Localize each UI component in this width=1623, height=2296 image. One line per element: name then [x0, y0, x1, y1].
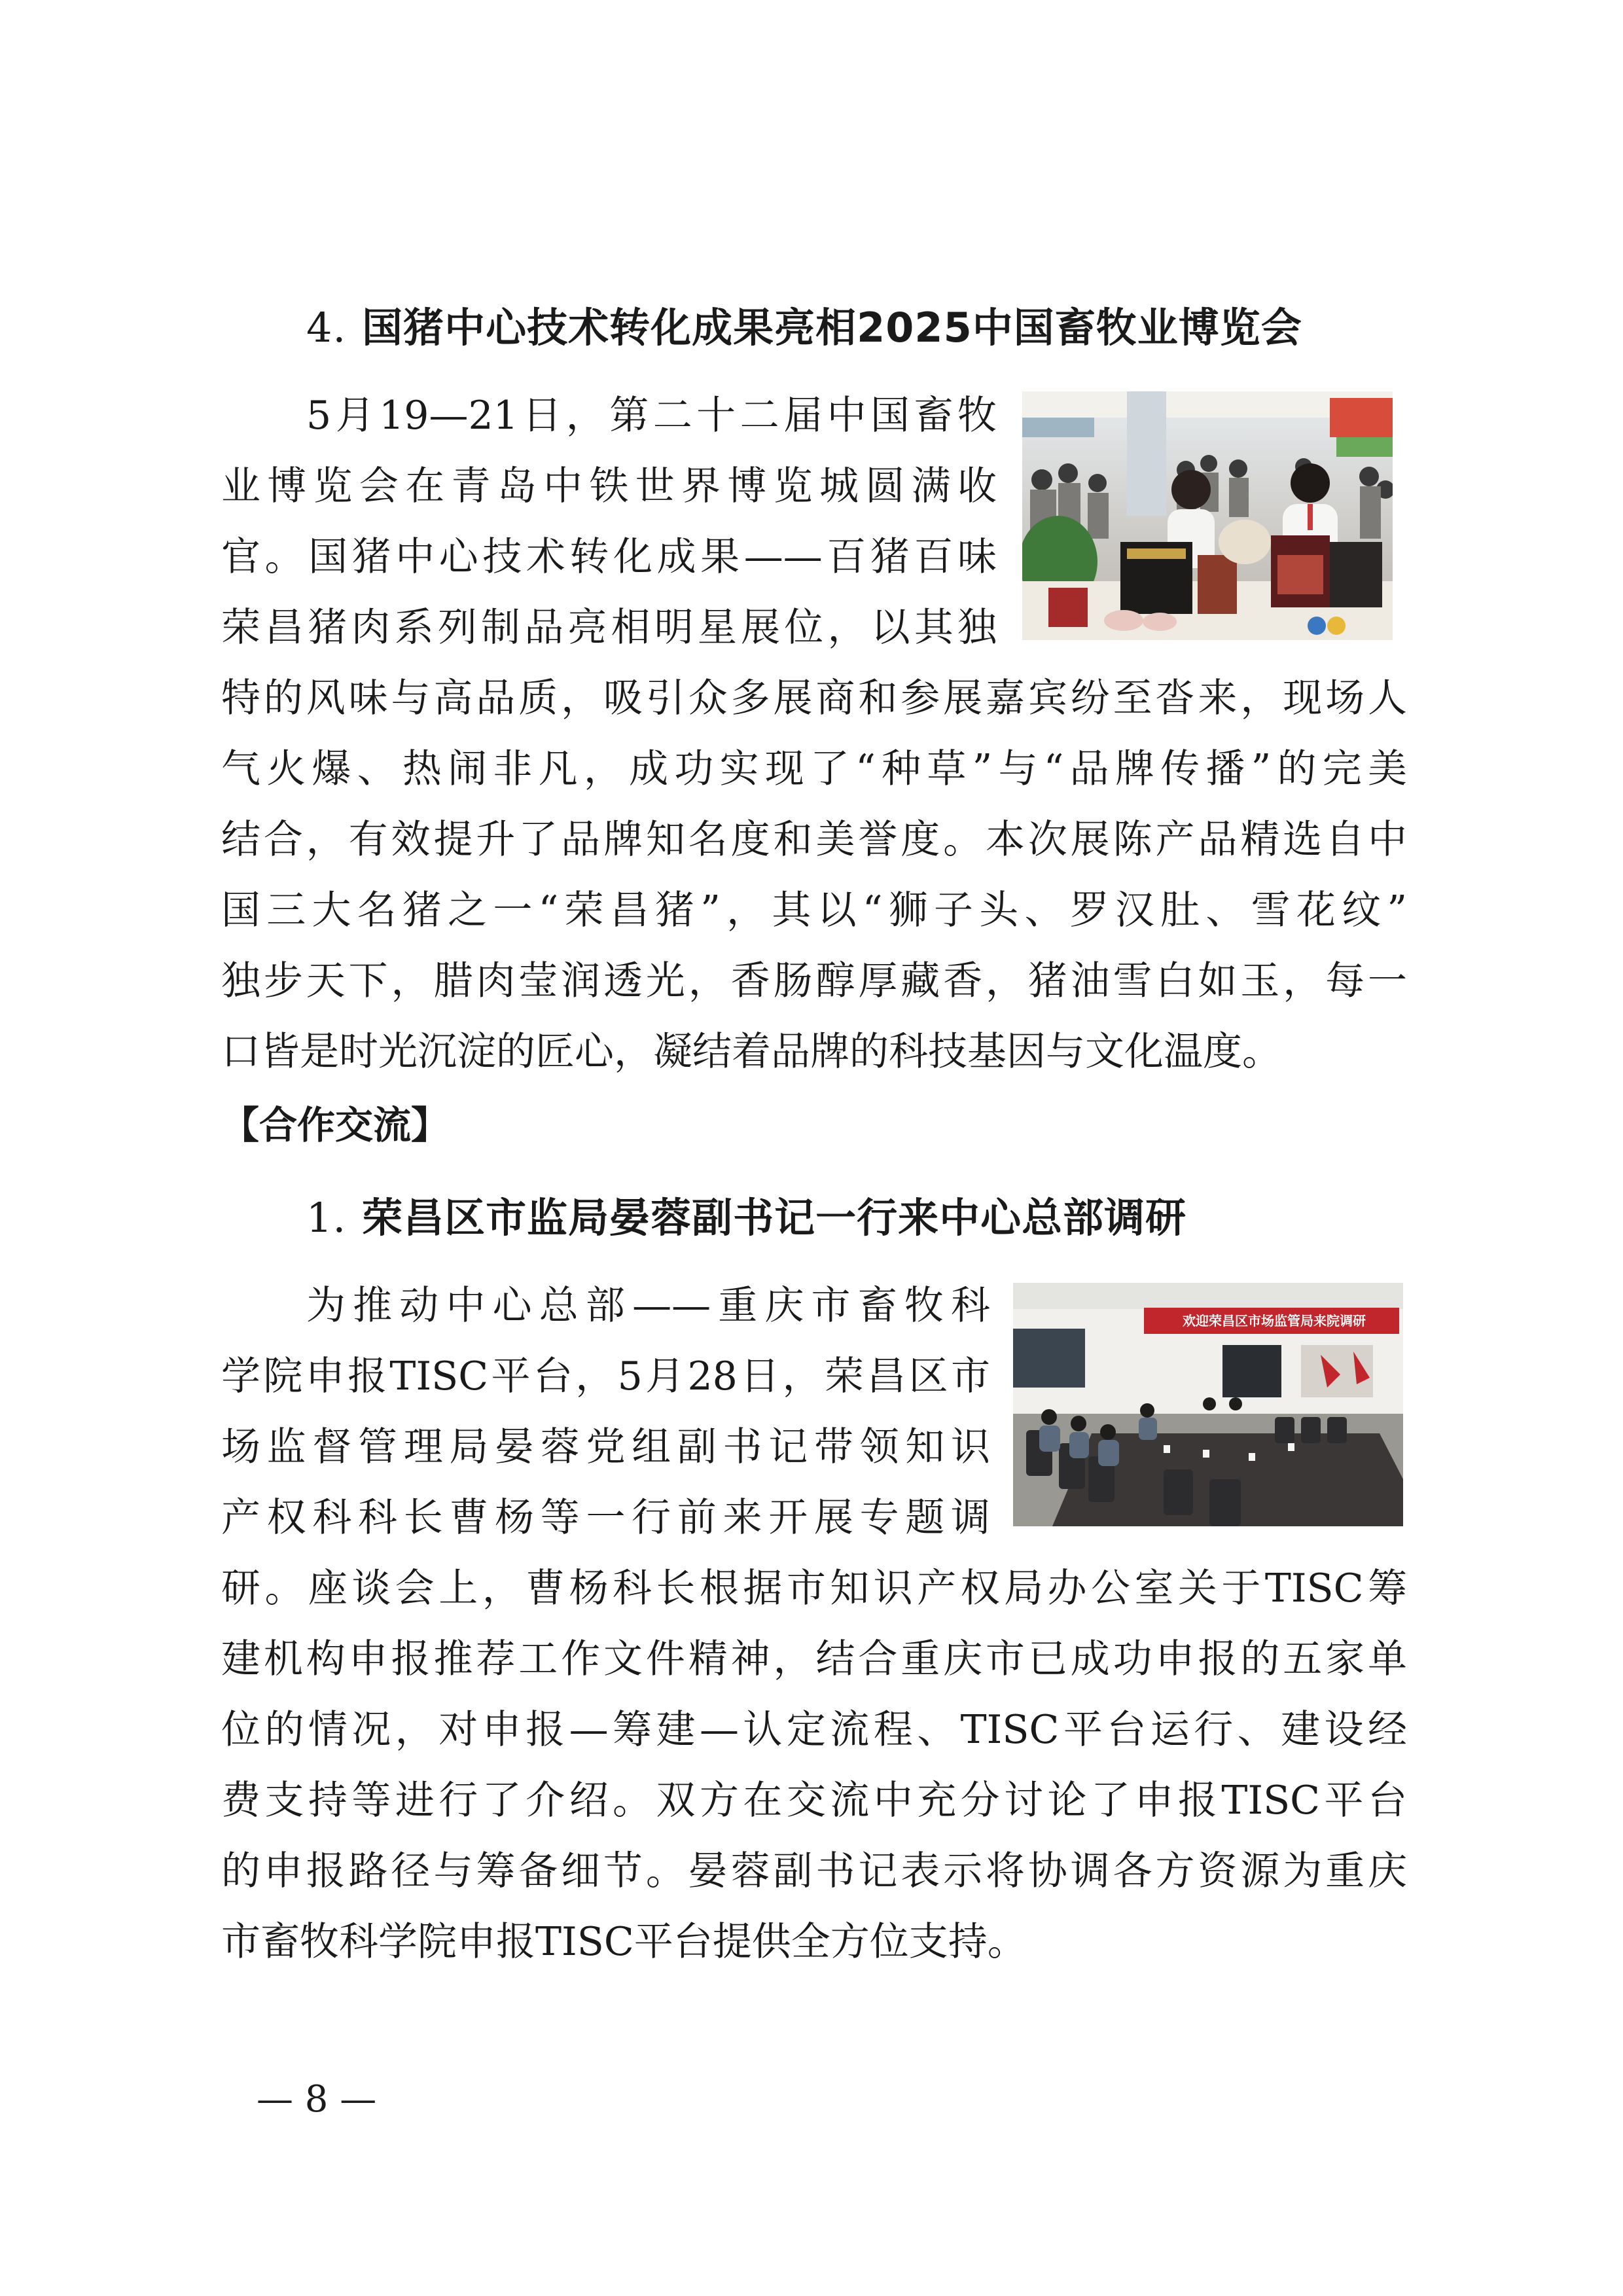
expo-booth-photo — [1022, 391, 1393, 640]
meeting-room-photo — [1013, 1283, 1403, 1526]
paragraph-line: 建机构申报推荐工作文件精神，结合重庆市已成功申报的五家单 — [221, 1636, 1407, 1682]
paragraph-line: 5月19—21日，第二十二届中国畜牧 — [306, 393, 997, 439]
section-label: 【合作交流】 — [221, 1103, 450, 1147]
heading-number: 4. — [306, 304, 347, 351]
paragraph-line: 业博览会在青岛中铁世界博览城圆满收 — [221, 463, 997, 509]
section-4-heading — [306, 304, 1302, 351]
paragraph-line: 气火爆、热闹非凡，成功实现了“种草”与“品牌传播”的完美 — [221, 746, 1407, 792]
heading-text: 荣昌区市监局晏蓉副书记一行来中心总部调研 — [362, 1194, 1187, 1242]
paragraph-line: 为推动中心总部——重庆市畜牧科 — [306, 1283, 990, 1329]
heading-number: 1. — [306, 1194, 347, 1242]
heading-text: 国猪中心技术转化成果亮相2025中国畜牧业博览会 — [362, 304, 1302, 351]
paragraph-line: 学院申报TISC平台，5月28日，荣昌区市 — [221, 1354, 990, 1399]
welcome-banner-text: 欢迎荣昌区市场监管局来院调研 — [1183, 1313, 1366, 1329]
paragraph-line: 口皆是时光沉淀的匠心，凝结着品牌的科技基因与文化温度。 — [221, 1029, 1281, 1075]
page-number: — 8 — — [257, 2078, 377, 2121]
paragraph-line: 官。国猪中心技术转化成果——百猪百味 — [221, 534, 997, 580]
paragraph-line: 产权科科长曹杨等一行前来开展专题调 — [221, 1495, 990, 1541]
paragraph-line: 国三大名猪之一“荣昌猪”，其以“狮子头、罗汉肚、雪花纹” — [221, 888, 1407, 933]
paragraph-line: 场监督管理局晏蓉党组副书记带领知识 — [221, 1424, 990, 1470]
paragraph-line: 的申报路径与筹备细节。晏蓉副书记表示将协调各方资源为重庆 — [221, 1848, 1407, 1894]
paragraph-line: 研。座谈会上，曹杨科长根据市知识产权局办公室关于TISC筹 — [221, 1566, 1407, 1611]
paragraph-line: 荣昌猪肉系列制品亮相明星展位，以其独 — [221, 605, 997, 651]
section-1-heading — [306, 1194, 1187, 1242]
paragraph-line: 独步天下，腊肉莹润透光，香肠醇厚藏香，猪油雪白如玉，每一 — [221, 958, 1407, 1004]
paragraph-line: 特的风味与高品质，吸引众多展商和参展嘉宾纷至沓来，现场人 — [221, 675, 1407, 721]
paragraph-line: 位的情况，对申报—筹建—认定流程、TISC平台运行、建设经 — [221, 1707, 1407, 1753]
paragraph-line: 结合，有效提升了品牌知名度和美誉度。本次展陈产品精选自中 — [221, 817, 1407, 863]
paragraph-line: 费支持等进行了介绍。双方在交流中充分讨论了申报TISC平台 — [221, 1778, 1407, 1823]
paragraph-line: 市畜牧科学院申报TISC平台提供全方位支持。 — [221, 1919, 1027, 1965]
